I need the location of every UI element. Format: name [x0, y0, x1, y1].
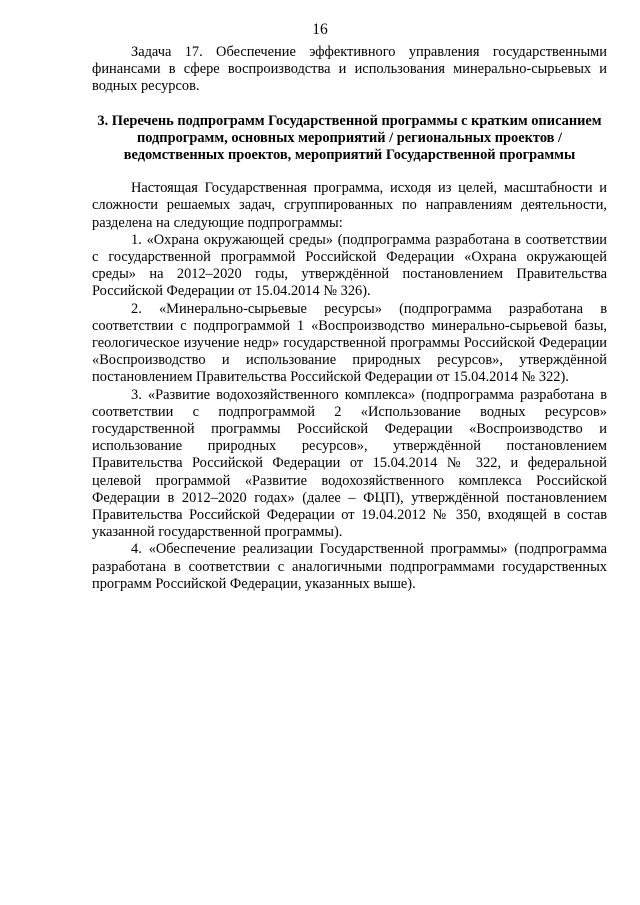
page-number: 16: [312, 21, 328, 38]
subprogram-item: 2. «Минерально-сырьевые ресурсы» (подпрограмма разработана в соответствии с подпрограммой 1 «Воспроизводство минерально-сырьевой базы, геологическое изучение недр» государственной программы Российской Федерации «Воспроизводство и использование природных ресурсов», утверждённой постановлением Правительства Российской Федерации от 15.04.2014 № 322).: [92, 300, 607, 386]
subprogram-item: 1. «Охрана окружающей среды» (подпрограмма разработана в соответствии с государственной программой Российской Федерации «Охрана окружающей среды» на 2012–2020 годы, утверждённой постановлением Правительства Российской Федерации от 15.04.2014 № 326).: [92, 231, 607, 300]
page-content: [92, 44, 607, 593]
section-heading-line: ведомственных проектов, мероприятий Государственной программы: [123, 147, 576, 164]
intro-paragraph: Настоящая Государственная программа, исходя из целей, масштабности и сложности решаемых задач, сгруппированных по направлениям деятельности, разделена на следующие подпрограммы:: [92, 180, 607, 231]
section-heading-line: подпрограмм, основных мероприятий / региональных проектов /: [136, 129, 563, 146]
task-paragraph: Задача 17. Обеспечение эффективного управления государственными финансами в сфере воспроизводства и использования минерально-сырьевых и водных ресурсов.: [92, 44, 607, 95]
subprogram-item: 4. «Обеспечение реализации Государственной программы» (подпрограмма разработана в соответствии с аналогичными подпрограммами государственных программ Российской Федерации, указанных выше).: [92, 541, 607, 592]
section-heading: [92, 113, 607, 165]
section-heading-line: 3. Перечень подпрограмм Государственной программы с кратким описанием: [97, 112, 602, 129]
subprogram-item: 3. «Развитие водохозяйственного комплекса» (подпрограмма разработана в соответствии с подпрограммой 2 «Использование водных ресурсов» государственной программы Российской Федерации «Воспроизводство и использование природных ресурсов», утверждённой постановлением Правительства Российской Федерации от 15.04.2014 № 322, и федеральной целевой программой «Развитие водохозяйственного комплекса Российской Федерации в 2012–2020 годах» (далее – ФЦП), утверждённой постановлением Правительства Российской Федерации от 19.04.2012 № 350, входящей в состав указанной государственной программы).: [92, 386, 607, 541]
